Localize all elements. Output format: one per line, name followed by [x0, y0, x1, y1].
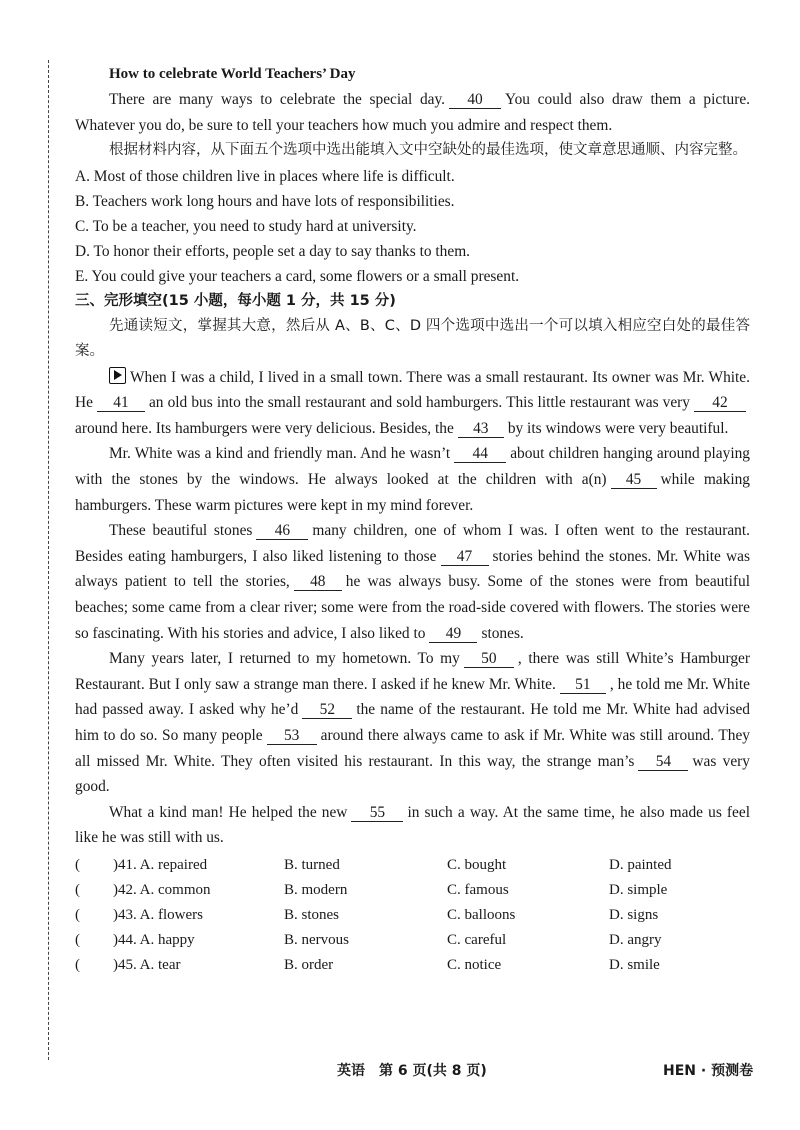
option-a: A. Most of those children live in places where life is difficult.: [75, 167, 455, 185]
intro-paragraph: There are many ways to celebrate the special day. 40 You could also draw them a picture. Whatever you do, be sure to tell your teachers how much you admire and respect them.: [75, 91, 750, 134]
choice-row-43: [75, 903, 750, 928]
blank-45[interactable]: 45: [611, 471, 657, 489]
choice-c[interactable]: C. famous: [447, 881, 509, 898]
choice-b[interactable]: B. order: [284, 956, 334, 973]
choice-list: [75, 853, 750, 978]
option-b: B. Teachers work long hours and have lots of responsibilities.: [75, 192, 455, 210]
blank-42[interactable]: 42: [694, 394, 746, 412]
choice-a[interactable]: )41. A. repaired: [113, 856, 208, 873]
blank-54[interactable]: 54: [638, 753, 688, 771]
blank-51[interactable]: 51: [560, 676, 606, 694]
choice-a[interactable]: )45. A. tear: [113, 956, 181, 973]
cloze-paragraph-5: What a kind man! He helped the new 55 in such a way. At the same time, he also made us feel like he was still with us.: [75, 803, 750, 847]
section-heading: 三、完形填空(15 小题，每小题 1 分，共 15 分): [75, 292, 396, 309]
option-e: E. You could give your teachers a card, some flowers or a small present.: [75, 267, 520, 285]
cloze-paragraph-3: These beautiful stones 46 many children, one of whom I was. I often went to the restaurant. Besides eating hamburgers, I also liked listening to those 47 stories behind the stones. Mr. White was always patient to tell the stories, 48 he was always busy. Some of the stones were from beautiful beaches; some came from a clear river; some were from the road-side covered with flowers. The stories were so fascinating. With his stories and advice, I also liked to 49 stones.: [75, 522, 750, 642]
binding-dashed-line: [48, 60, 49, 1060]
option-d: D. To honor their efforts, people set a day to say thanks to them.: [75, 242, 471, 260]
exam-page: [75, 62, 750, 978]
choice-d[interactable]: D. painted: [609, 856, 672, 873]
choice-c[interactable]: C. careful: [447, 931, 507, 948]
choice-b[interactable]: B. nervous: [284, 931, 349, 948]
play-icon[interactable]: [109, 367, 126, 384]
blank-53[interactable]: 53: [267, 727, 317, 745]
choice-b[interactable]: B. stones: [284, 906, 340, 923]
blank-43[interactable]: 43: [458, 420, 504, 438]
choice-b[interactable]: B. turned: [284, 856, 340, 873]
choice-c[interactable]: C. balloons: [447, 906, 516, 923]
option-c: C. To be a teacher, you need to study hard at university.: [75, 217, 417, 235]
choice-row-42: [75, 878, 750, 903]
cloze-instruction: 先通读短文，掌握其大意，然后从 A、B、C、D 四个选项中选出一个可以填入相应空白处的最佳答案。: [75, 317, 750, 360]
choice-b[interactable]: B. modern: [284, 881, 348, 898]
choice-d[interactable]: D. angry: [609, 931, 662, 948]
choice-row-41: [75, 853, 750, 878]
answer-bracket[interactable]: (: [75, 906, 80, 923]
passage-title: How to celebrate World Teachers’ Day: [109, 66, 356, 82]
page-number: 英语 第 6 页(共 8 页): [337, 1063, 487, 1079]
blank-49[interactable]: 49: [429, 625, 477, 643]
choice-d[interactable]: D. simple: [609, 881, 668, 898]
answer-bracket[interactable]: (: [75, 956, 80, 973]
answer-bracket[interactable]: (: [75, 856, 80, 873]
choice-a[interactable]: )42. A. common: [113, 881, 211, 898]
blank-46[interactable]: 46: [256, 522, 308, 540]
choice-d[interactable]: D. smile: [609, 956, 660, 973]
exam-code: HEN · 预测卷: [663, 1063, 754, 1079]
blank-41[interactable]: 41: [97, 394, 145, 412]
choice-row-44: [75, 928, 750, 953]
answer-bracket[interactable]: (: [75, 931, 80, 948]
choice-a[interactable]: )43. A. flowers: [113, 906, 203, 923]
blank-50[interactable]: 50: [464, 650, 514, 668]
choice-row-45: [75, 953, 750, 978]
blank-47[interactable]: 47: [441, 548, 489, 566]
blank-48[interactable]: 48: [294, 573, 342, 591]
choice-a[interactable]: )44. A. happy: [113, 931, 195, 948]
blank-55[interactable]: 55: [351, 804, 403, 822]
blank-44[interactable]: 44: [454, 445, 506, 463]
reading-instruction: 根据材料内容，从下面五个选项中选出能填入文中空缺处的最佳选项，使文章意思通顺、内容完整。: [109, 142, 747, 159]
choice-d[interactable]: D. signs: [609, 906, 659, 923]
cloze-paragraph-2: Mr. White was a kind and friendly man. And he wasn’t 44 about children hanging around playing with the stones by the windows. He always looked at the children with a(n) 45 while making hamburgers. These warm pictures were kept in my mind forever.: [75, 445, 750, 514]
choice-c[interactable]: C. bought: [447, 856, 507, 873]
cloze-paragraph-1: When I was a child, I lived in a small town. There was a small restaurant. Its owner was Mr. White. He 41 an old bus into the small restaurant and sold hamburgers. This little restaurant was very 42around here. Its hamburgers were very delicious. Besides, the 43 by its windows were very beautiful.: [75, 368, 750, 437]
cloze-paragraph-4: Many years later, I returned to my hometown. To my 50 , there was still White’s Hamburger Restaurant. But I only saw a strange man there. I asked if he knew Mr. White. 51 , he told me Mr. White had passed away. I asked why he’d 52 the name of the restaurant. He told me Mr. White had advised him to do so. So many people 53 around there always came to ask if Mr. White was still around. They all missed Mr. White. They often visited his restaurant. In this way, the strange man’s 54 was very good.: [75, 650, 750, 796]
answer-bracket[interactable]: (: [75, 881, 80, 898]
blank-52[interactable]: 52: [302, 701, 352, 719]
blank-40[interactable]: 40: [449, 91, 501, 109]
choice-c[interactable]: C. notice: [447, 956, 502, 973]
